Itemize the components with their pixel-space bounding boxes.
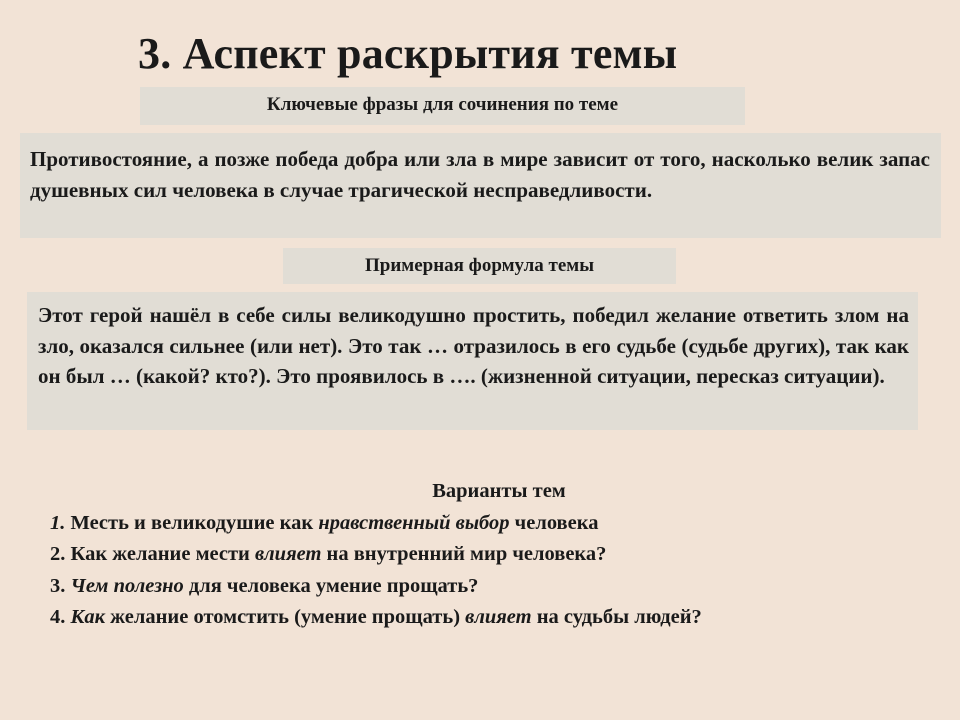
variant-text: человека: [509, 511, 599, 534]
variant-number: 2.: [50, 543, 66, 565]
variant-text: на внутренний мир человека?: [321, 543, 607, 565]
variant-text: для человека умение прощать?: [183, 574, 479, 597]
variant-italic-text: Чем полезно: [70, 574, 184, 597]
variant-italic-text: нравственный выбор: [318, 511, 510, 534]
variant-number: 4.: [50, 606, 66, 628]
variants-heading: Варианты тем: [432, 480, 566, 502]
variant-text: Месть и великодушие как: [65, 511, 319, 534]
variant-number: 1.: [50, 511, 66, 534]
formula-label: Примерная формула темы: [283, 248, 676, 284]
variant-item-3: [50, 571, 940, 603]
variant-text: на судьбы людей?: [531, 606, 702, 628]
key-phrases-text: Противостояние, а позже победа добра или зла в мире зависит от того, насколько велик запас душевных сил человека в случае трагической несправедливости.: [20, 133, 941, 238]
variant-number: 3.: [50, 574, 66, 597]
variant-text: желание отомстить (умение прощать): [105, 606, 466, 628]
variant-italic-text: влияет: [465, 606, 532, 628]
variants-list: [50, 476, 940, 634]
formula-text: Этот герой нашёл в себе силы великодушно простить, победил желание ответить злом на зло, оказался сильнее (или нет). Это так … отразилось в его судьбе (судьбе других), так как он был … (какой? кто?). Это проявилось в …. (жизненной ситуации, пересказ ситуации).: [27, 292, 918, 430]
variant-italic-text: влияет: [255, 543, 322, 565]
variant-item-1: [50, 508, 940, 540]
key-phrases-label: Ключевые фразы для сочинения по теме: [140, 87, 745, 125]
variant-item-4: [50, 602, 940, 634]
variant-item-2: [50, 539, 940, 571]
slide-title: 3. Аспект раскрытия темы: [138, 29, 678, 78]
variant-italic-text: Как: [70, 606, 106, 628]
variant-text: Как желание мести: [65, 543, 255, 565]
